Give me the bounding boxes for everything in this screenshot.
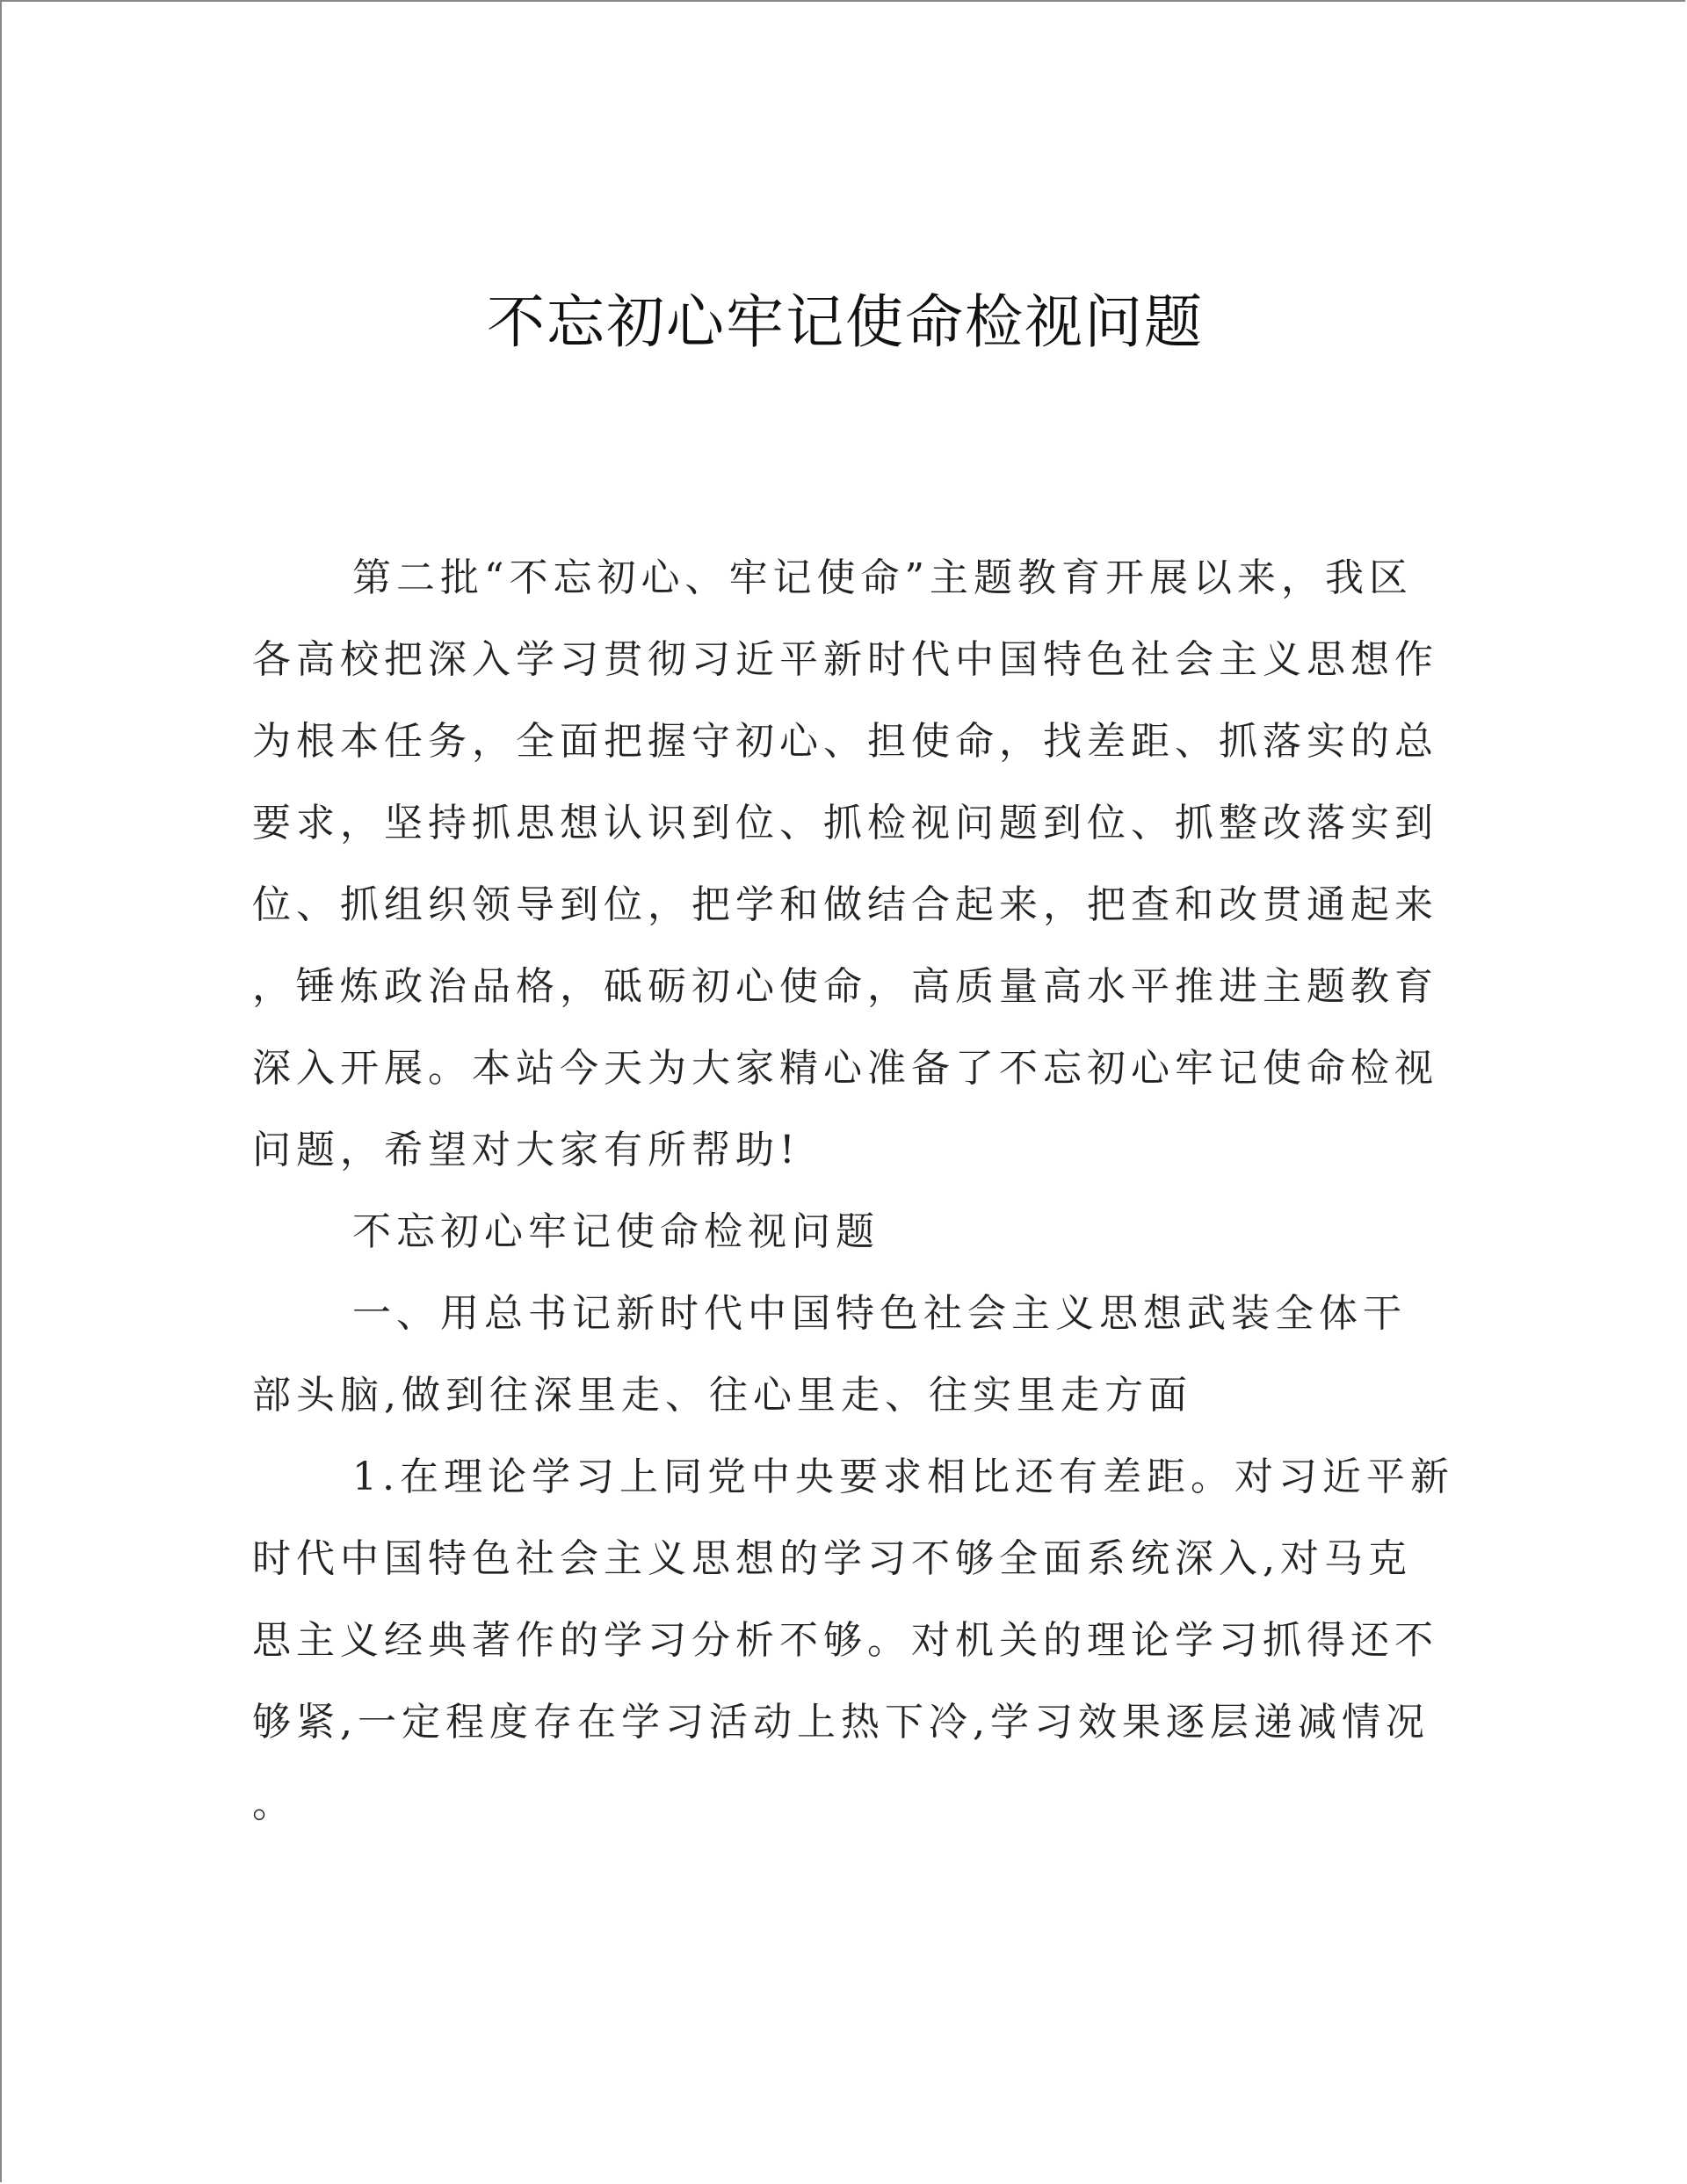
text-line: 各高校把深入学习贯彻习近平新时代中国特色社会主义思想作: [252, 637, 1438, 682]
text-line: 深入开展。本站今天为大家精心准备了不忘初心牢记使命检视: [252, 1046, 1438, 1091]
text-line: 思主义经典著作的学习分析不够。对机关的理论学习抓得还不: [252, 1618, 1438, 1663]
text-line: 问题，希望对大家有所帮助!: [252, 1128, 800, 1172]
document-body: [252, 537, 1454, 1845]
text-line: 第二批“不忘初心、牢记使命”主题教育开展以来，我区: [352, 555, 1413, 600]
text-line: 要求，坚持抓思想认识到位、抓检视问题到位、抓整改落实到: [252, 801, 1438, 845]
text-line: 部头脑,做到往深里走、往心里走、往实里走方面: [252, 1373, 1192, 1418]
text-line: 1.在理论学习上同党中央要求相比还有差距。对习近平新: [352, 1455, 1454, 1499]
text-line: 一、用总书记新时代中国特色社会主义思想武装全体干: [352, 1291, 1407, 1336]
text-line: 不忘初心牢记使命检视问题: [352, 1209, 880, 1254]
text-line: 够紧,一定程度存在学习活动上热下冷,学习效果逐层递减情况: [252, 1700, 1430, 1745]
document-title: 不忘初心牢记使命检视问题: [487, 288, 1204, 356]
text-line: 位、抓组织领导到位，把学和做结合起来，把查和改贯通起来: [252, 882, 1438, 927]
text-line: 。: [252, 1781, 296, 1826]
text-line: ，锤炼政治品格，砥砺初心使命，高质量高水平推进主题教育: [252, 964, 1438, 1009]
text-line: 时代中国特色社会主义思想的学习不够全面系统深入,对马克: [252, 1536, 1412, 1581]
text-line: 为根本任务，全面把握守初心、担使命，找差距、抓落实的总: [252, 719, 1438, 764]
